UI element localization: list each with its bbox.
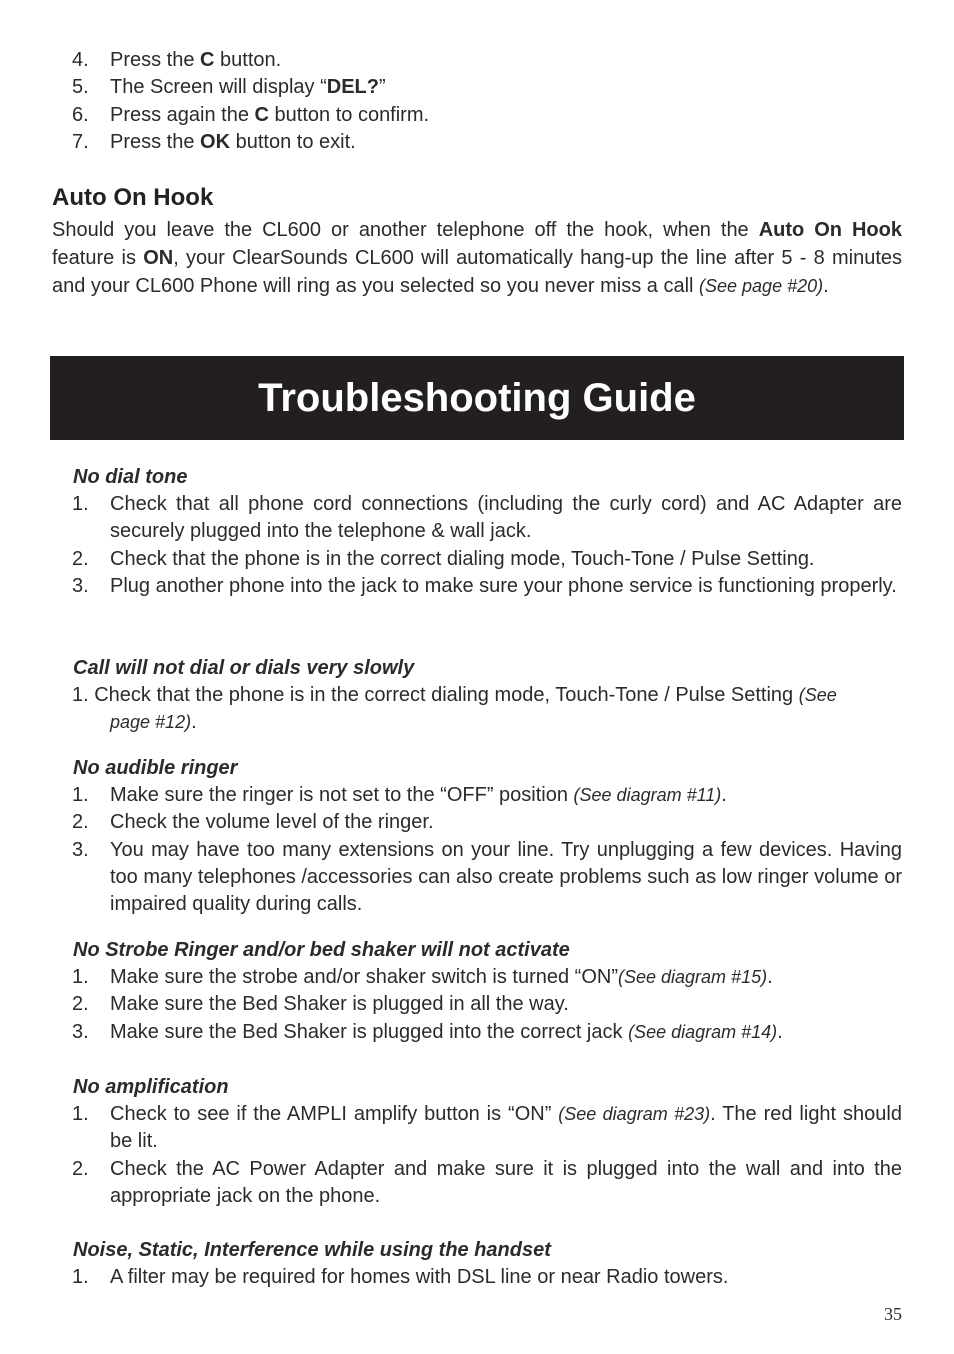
list-item: 5. The Screen will display “DEL?” [72, 76, 386, 99]
list-item: 1. A filter may be required for homes with DSL line or near Radio towers. [72, 1266, 729, 1288]
amplification-list [0, 1101, 954, 1210]
list-item: 1. Check that all phone cord connections (including the curly cord) and AC Adapter are securely plugged into the telephone & wall jack. [72, 493, 902, 543]
auto-on-hook-heading: Auto On Hook [52, 184, 214, 211]
list-item: 4. Press the C button. [72, 49, 282, 71]
list-item: 3. Make sure the Bed Shaker is plugged into the correct jack (See diagram #14). [72, 1020, 783, 1043]
slow-dial-item: 1. Check that the phone is in the correct dialing mode, Touch-Tone / Pulse Setting (See page #12). [72, 684, 837, 734]
list-item: 1. Make sure the strobe and/or shaker switch is turned “ON”(See diagram #15). [72, 966, 773, 988]
no-dial-tone-heading: No dial tone [73, 466, 188, 488]
troubleshooting-banner [50, 356, 904, 440]
list-item: 2. Check that the phone is in the correct dialing mode, Touch-Tone / Pulse Setting. [72, 547, 815, 570]
no-ringer-list [0, 782, 954, 918]
list-item: 1. Make sure the ringer is not set to the “OFF” position (See diagram #11). [72, 784, 727, 806]
page-title: Troubleshooting Guide [258, 375, 696, 420]
noise-list [0, 1264, 954, 1291]
list-item: 3. Plug another phone into the jack to make sure your phone service is functioning properly. [72, 574, 897, 597]
list-item: 2. Check the volume level of the ringer. [72, 811, 434, 834]
auto-on-hook-paragraph: Should you leave the CL600 or another telephone off the hook, when the Auto On Hook feature is ON, your ClearSounds CL600 will automatically hang-up the line after 5 - 8 minutes and your CL600 Phone will ring as you selected so you never miss a call (See page #20). [52, 219, 903, 297]
page-number: 35 [884, 1304, 902, 1324]
list-item: 6. Press again the C button to confirm. [72, 103, 430, 126]
list-item: 1. Check to see if the AMPLI amplify button is “ON” (See diagram #23). The red light should be lit. [72, 1103, 902, 1153]
noise-heading: Noise, Static, Interference while using the handset [73, 1239, 551, 1261]
top-steps-list [0, 47, 954, 156]
list-item: 2. Make sure the Bed Shaker is plugged in all the way. [72, 993, 569, 1016]
no-ringer-heading: No audible ringer [73, 757, 238, 779]
strobe-list [0, 964, 954, 1046]
slow-dial-heading: Call will not dial or dials very slowly [73, 657, 415, 679]
strobe-heading: No Strobe Ringer and/or bed shaker will not activate [73, 939, 570, 961]
list-item: 3. You may have too many extensions on your line. Try unplugging a few devices. Having too many telephones /accessories can also create problems such as low ringer volume or impaired quality during calls. [72, 838, 902, 916]
list-item: 7. Press the OK button to exit. [72, 130, 356, 153]
no-dial-tone-list [0, 491, 954, 600]
list-item: 2. Check the AC Power Adapter and make sure it is plugged into the wall and into the appropriate jack on the phone. [72, 1157, 902, 1207]
amplification-heading: No amplification [73, 1076, 229, 1098]
